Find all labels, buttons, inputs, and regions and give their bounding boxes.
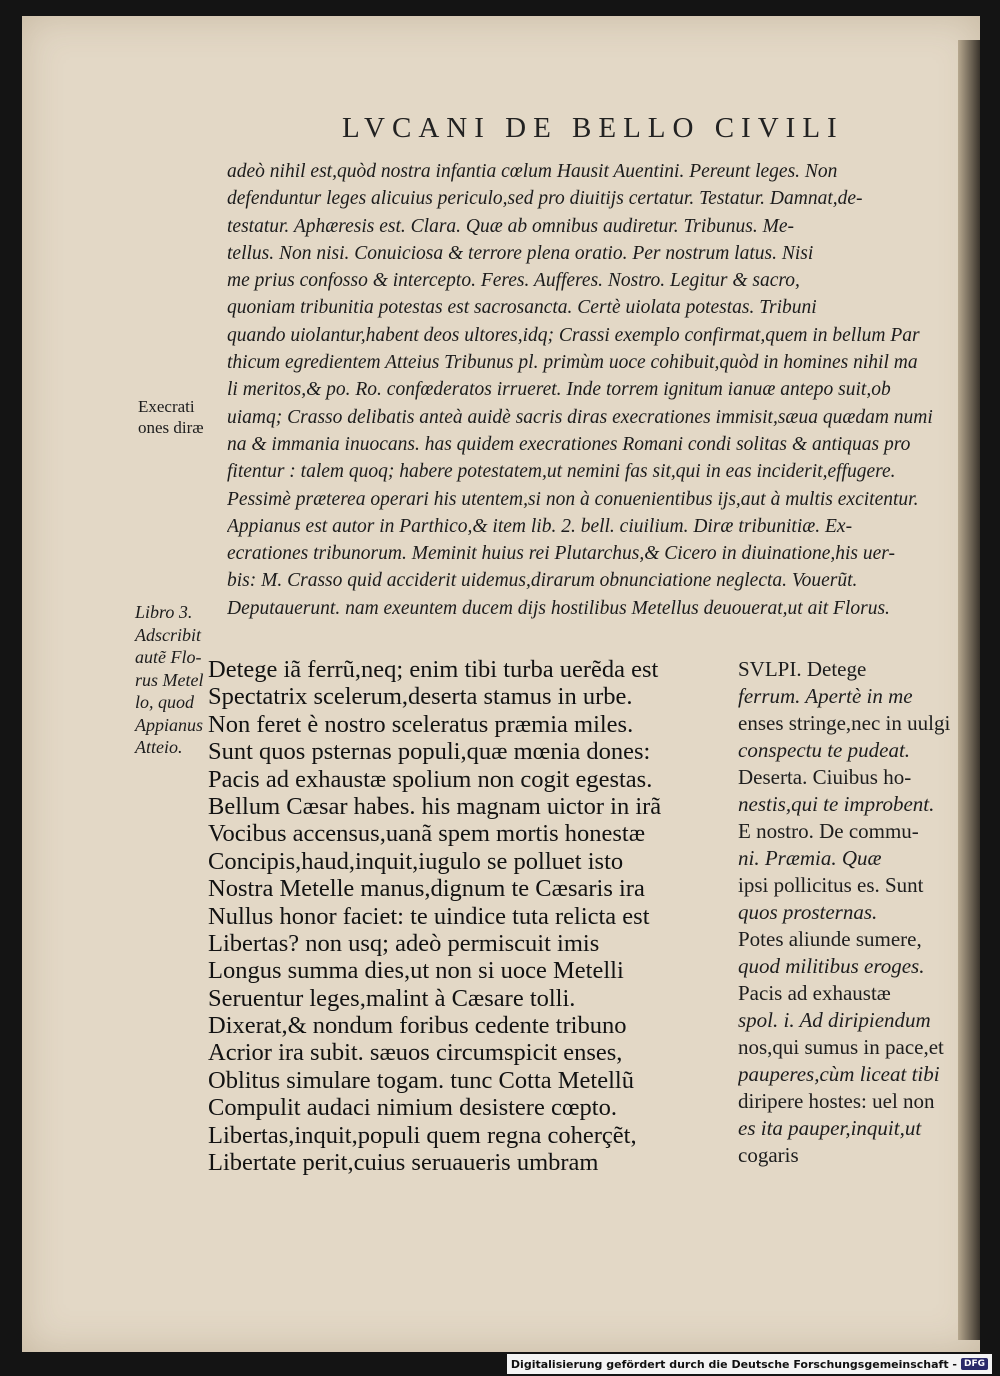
verse-line: Sunt quos psternas populi,quæ mœnia dones: xyxy=(208,738,651,766)
margin-note-line: rus Metel xyxy=(135,669,204,690)
commentary-line: quando uiolantur,habent deos ultores,idq; Crassi exemplo confirmat,quem in bellum Par xyxy=(227,324,920,346)
verse-line: Longus summa dies,ut non si uoce Metelli xyxy=(208,957,624,985)
gloss-line: cogaris xyxy=(738,1143,799,1167)
gloss-line: nestis,qui te improbent. xyxy=(738,792,935,816)
margin-note-line: Atteio. xyxy=(135,737,183,757)
commentary-line: uiamq; Crasso delibatis anteà auidè sacris diras execrationes immisit,sæua quædam numi xyxy=(227,406,933,428)
gloss-line: pauperes,cùm liceat tibi xyxy=(738,1062,940,1086)
commentary-line: Appianus est autor in Parthico,& item lib. 2. bell. ciuilium. Diræ tribunitiæ. Ex- xyxy=(227,515,853,537)
commentary-line: testatur. Aphæresis est. Clara. Quæ ab omnibus audiretur. Tribunus. Me- xyxy=(227,215,794,237)
verse-line: Libertas,inquit,populi quem regna coherçẽt, xyxy=(208,1121,637,1149)
gloss-line: conspectu te pudeat. xyxy=(738,738,911,762)
verse-block xyxy=(208,656,728,1176)
digitization-footer xyxy=(507,1354,992,1374)
commentary-line: defenduntur leges alicuius periculo,sed pro diuitijs certatur. Testatur. Damnat,de- xyxy=(227,188,863,210)
verse-line: Libertate perit,cuius seruaueris umbram xyxy=(208,1149,599,1177)
commentary-line: adeò nihil est,quòd nostra infantia cœlum Hausit Auentini. Pereunt leges. Non xyxy=(227,161,838,182)
verse-line: Detege iã ferrũ,neq; enim tibi turba uerẽda est xyxy=(208,656,659,683)
gloss-line: quod militibus eroges. xyxy=(738,954,925,978)
verse-line: Libertas? non usq; adeò permiscuit imis xyxy=(208,929,600,957)
gloss-line: diripere hostes: uel non xyxy=(738,1089,935,1113)
margin-note-line: Appianus xyxy=(135,714,204,735)
commentary-line: Pessimè præterea operari his utentem,si non à conuenientibus ijs,aut à multis excitentur. xyxy=(227,488,919,510)
verse-line: Vocibus accensus,uanã spem mortis honestæ xyxy=(208,820,646,848)
margin-note-line: ones diræ xyxy=(138,418,204,437)
gloss-line: enses stringe,nec in uulgi xyxy=(738,711,951,735)
book-page xyxy=(22,16,980,1352)
commentary-line: me prius confosso & intercepto. Feres. Aufferes. Nostro. Legitur & sacro, xyxy=(227,270,800,292)
margin-note-line: lo, quod xyxy=(135,692,195,712)
gloss-line: quos prosternas. xyxy=(738,900,878,924)
commentary-line: thicum egredientem Atteius Tribunus pl. primùm uoce cohibuit,quòd in homines nihil ma xyxy=(227,352,918,374)
commentary-line: tellus. Non nisi. Conuiciosa & terrore plena oratio. Per nostrum latus. Nisi xyxy=(227,242,814,264)
verse-line: Bellum Cæsar habes. his magnam uictor in irã xyxy=(208,792,662,820)
margin-note-line: Libro 3. xyxy=(135,602,193,622)
gloss-line: E nostro. De commu- xyxy=(738,819,919,843)
margin-note-execrationes xyxy=(138,396,224,438)
gloss-line: ipsi pollicitus es. Sunt xyxy=(738,873,924,897)
gloss-line: spol. i. Ad diripiendum xyxy=(738,1008,931,1032)
verse-line: Spectatrix scelerum,deserta stamus in urbe. xyxy=(208,683,633,711)
gloss-line: ni. Præmia. Quæ xyxy=(738,846,882,870)
margin-note-line: autẽ Flo- xyxy=(135,647,202,667)
gloss-line: ferrum. Apertè in me xyxy=(738,684,913,708)
verse-line: Concipis,haud,inquit,iugulo se polluet isto xyxy=(208,847,624,875)
verse-line: Oblitus simulare togam. tunc Cotta Metellũ xyxy=(208,1066,634,1094)
commentary-block xyxy=(227,158,972,622)
margin-note-line: Execrati xyxy=(138,397,195,416)
commentary-line: li meritos,& po. Ro. confœderatos irrueret. Inde torrem ignitum ianuæ antepo suit,ob xyxy=(227,379,891,401)
footer-text: Digitalisierung gefördert durch die Deutsche Forschungsgemeinschaft - xyxy=(510,1357,957,1371)
commentary-line: Deputauerunt. nam exeuntem ducem dijs hostilibus Metellus deuouerat,ut ait Florus. xyxy=(227,597,890,619)
commentary-line: fitentur : talem quoq; habere potestatem,ut nemini fas sit,qui in eas inciderit,effugere. xyxy=(227,461,896,483)
verse-line: Nullus honor faciet: te uindice tuta relicta est xyxy=(208,902,650,930)
gloss-line: Deserta. Ciuibus ho- xyxy=(738,765,912,789)
gloss-line: Potes aliunde sumere, xyxy=(738,927,922,951)
verse-line: Compulit audaci nimium desistere cœpto. xyxy=(208,1094,617,1122)
gloss-line: nos,qui sumus in pace,et xyxy=(738,1035,944,1059)
gloss-line: SVLPI. Detege xyxy=(738,657,867,681)
commentary-line: bis: M. Crasso quid acciderit uidemus,dirarum obnunciatione neglecta. Vouerũt. xyxy=(227,570,858,592)
verse-line: Seruentur leges,malint à Cæsare tolli. xyxy=(208,984,576,1012)
gloss-line: es ita pauper,inquit,ut xyxy=(738,1116,922,1140)
book-spine xyxy=(958,40,980,1340)
verse-line: Dixerat,& nondum foribus cedente tribuno xyxy=(208,1012,627,1040)
commentary-line: quoniam tribunitia potestas est sacrosancta. Certè uiolata potestas. Tribuni xyxy=(227,297,817,319)
verse-line: Pacis ad exhaustæ spolium non cogit egestas. xyxy=(208,765,653,793)
gloss-column xyxy=(738,656,978,1169)
dfg-logo: DFG xyxy=(961,1358,988,1370)
verse-line: Acrior ira subit. sæuos circumspicit enses, xyxy=(208,1039,623,1067)
commentary-line: na & immania inuocans. has quidem execrationes Romani condi solitas & antiquas pro xyxy=(227,433,911,455)
gloss-line: Pacis ad exhaustæ xyxy=(738,981,891,1005)
running-head: LVCANI DE BELLO CIVILI xyxy=(342,112,844,144)
commentary-line: ecrationes tribunorum. Meminit huius rei Plutarchus,& Cicero in diuinatione,his uer- xyxy=(227,543,895,565)
margin-note-line: Adscribit xyxy=(135,624,201,645)
verse-line: Non feret è nostro sceleratus præmia miles. xyxy=(208,710,634,738)
verse-line: Nostra Metelle manus,dignum te Cæsaris ira xyxy=(208,875,645,903)
